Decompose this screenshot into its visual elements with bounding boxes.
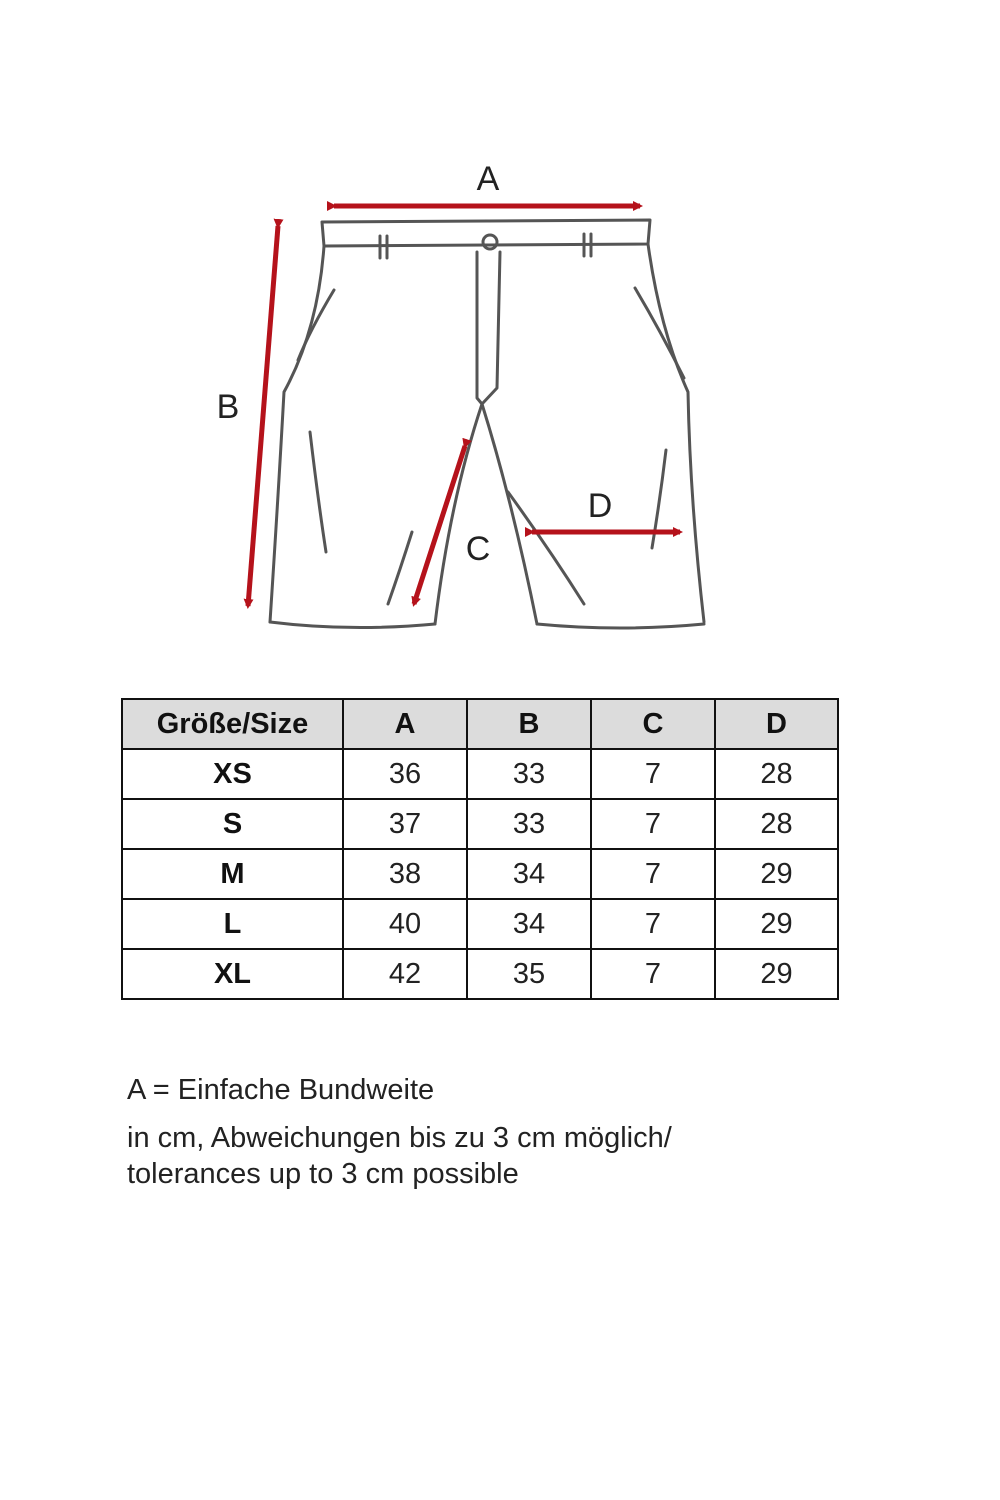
waist-button [483, 235, 497, 249]
seam-left-1 [310, 432, 326, 552]
table-row [122, 749, 838, 799]
shorts-measurement-diagram [0, 0, 1000, 660]
left-side [270, 246, 324, 622]
inseam-right [482, 404, 537, 624]
label-a: A [476, 160, 500, 198]
header-d: D [715, 699, 838, 749]
value-cell: 7 [591, 849, 715, 899]
table-row [122, 799, 838, 849]
value-cell: 42 [343, 949, 467, 999]
value-cell: 7 [591, 799, 715, 849]
value-cell: 28 [715, 799, 838, 849]
notes [127, 1072, 672, 1192]
table-row [122, 899, 838, 949]
value-cell: 29 [715, 849, 838, 899]
size-cell: M [122, 849, 343, 899]
note-tolerance-en: tolerances up to 3 cm possible [127, 1158, 519, 1190]
value-cell: 28 [715, 749, 838, 799]
left-hem [270, 622, 435, 628]
value-cell: 36 [343, 749, 467, 799]
right-side [648, 244, 704, 622]
value-cell: 35 [467, 949, 591, 999]
seam-left-2 [388, 532, 412, 604]
size-table [121, 698, 839, 1000]
table-row [122, 949, 838, 999]
header-b: B [467, 699, 591, 749]
value-cell: 29 [715, 899, 838, 949]
note-waist-definition: A = Einfache Bundweite [127, 1074, 435, 1106]
header-a: A [343, 699, 467, 749]
value-cell: 7 [591, 899, 715, 949]
size-cell: S [122, 799, 343, 849]
size-cell: XS [122, 749, 343, 799]
label-d: D [587, 487, 613, 525]
right-hem [537, 624, 704, 628]
label-b: B [216, 388, 240, 426]
note-tolerance-de: in cm, Abweichungen bis zu 3 cm möglich/ [127, 1122, 672, 1154]
value-cell: 29 [715, 949, 838, 999]
value-cell: 40 [343, 899, 467, 949]
value-cell: 7 [591, 749, 715, 799]
fly [477, 252, 500, 404]
value-cell: 38 [343, 849, 467, 899]
size-cell: L [122, 899, 343, 949]
value-cell: 33 [467, 749, 591, 799]
value-cell: 33 [467, 799, 591, 849]
value-cell: 34 [467, 899, 591, 949]
table-row [122, 849, 838, 899]
measurement-arrows [248, 206, 680, 606]
value-cell: 37 [343, 799, 467, 849]
size-cell: XL [122, 949, 343, 999]
value-cell: 34 [467, 849, 591, 899]
value-cell: 7 [591, 949, 715, 999]
label-c: C [465, 530, 491, 568]
waistband [322, 220, 650, 246]
header-size: Größe/Size [122, 699, 343, 749]
table-header-row [122, 699, 838, 749]
header-c: C [591, 699, 715, 749]
